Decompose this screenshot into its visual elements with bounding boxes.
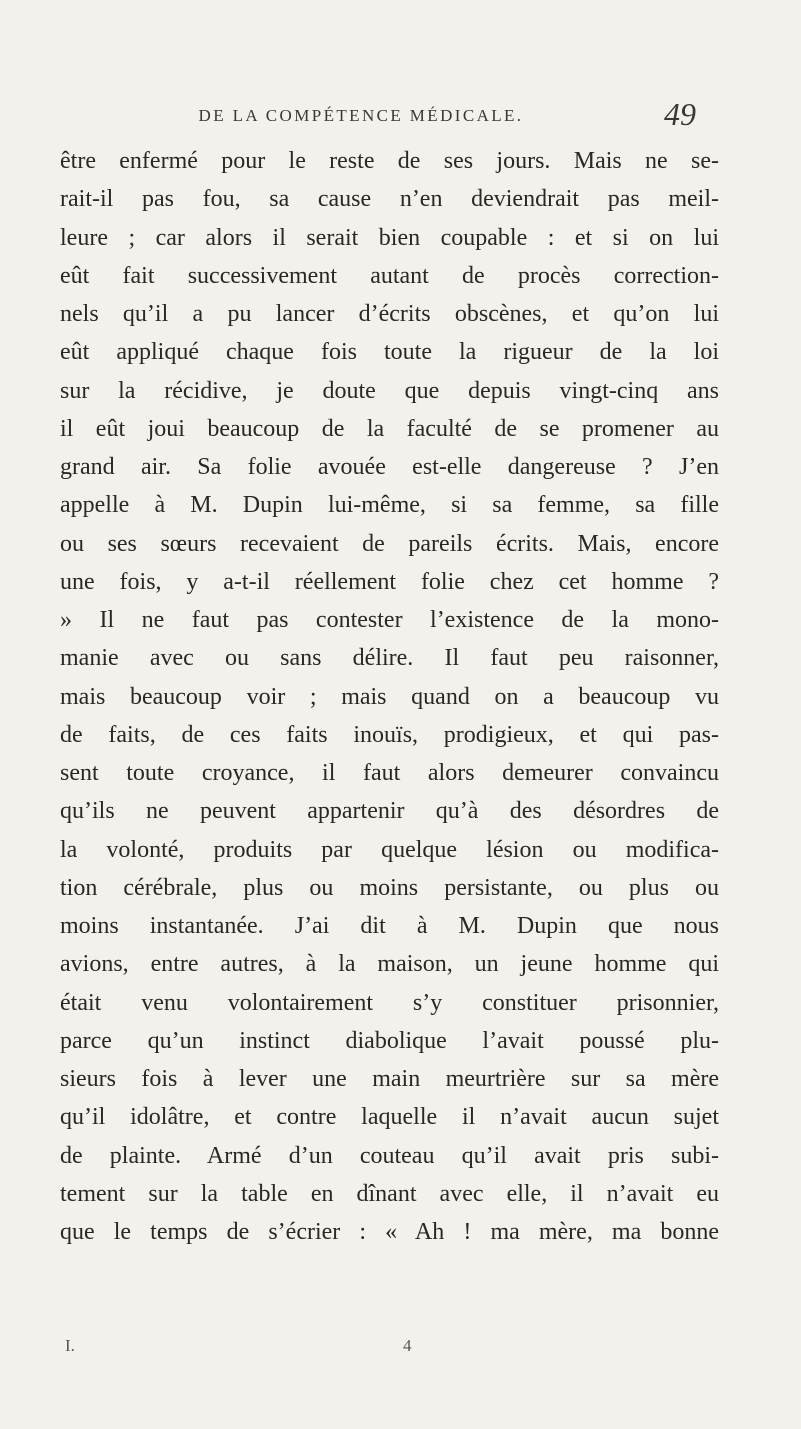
text-line: rait-il pas fou, sa cause n’en deviendrait pas meil- (60, 186, 719, 213)
text-line: parce qu’un instinct diabolique l’avait poussé plu- (60, 1027, 719, 1054)
text-line: être enfermé pour le reste de ses jours. Mais ne se- (60, 148, 719, 174)
volume-signature: I. (65, 1336, 75, 1355)
text-line: grand air. Sa folie avouée est-elle dangereuse ? J’en (60, 454, 719, 480)
text-line: sent toute croyance, il faut alors demeurer convaincu (60, 760, 719, 786)
text-line: qu’il idolâtre, et contre laquelle il n’avait aucun sujet (60, 1104, 719, 1131)
text-line: il eût joui beaucoup de la faculté de se promener au (60, 415, 719, 442)
text-line: eût appliqué chaque fois toute la rigueur de la loi (60, 339, 719, 366)
text-line: ou ses sœurs recevaient de pareils écrits. Mais, encore (60, 530, 719, 557)
text-line: eût fait successivement autant de procès correction- (60, 262, 719, 289)
text-line: sieurs fois à lever une main meurtrière sur sa mère (60, 1066, 719, 1092)
text-line: appelle à M. Dupin lui-même, si sa femme, sa fille (60, 492, 719, 519)
text-line: tement sur la table en dînant avec elle, il n’avait eu (60, 1180, 719, 1207)
text-line: la volonté, produits par quelque lésion ou modifica- (60, 836, 719, 863)
text-line: avions, entre autres, à la maison, un jeune homme qui (60, 951, 719, 978)
text-line: sur la récidive, je doute que depuis vingt-cinq ans (60, 377, 719, 404)
text-line: manie avec ou sans délire. Il faut peu raisonner, (60, 645, 719, 672)
text-line: leure ; car alors il serait bien coupable : et si on lui (60, 224, 719, 251)
text-line: était venu volontairement s’y constituer prisonnier, (60, 989, 719, 1016)
text-line: une fois, y a-t-il réellement folie chez cet homme ? (60, 568, 719, 595)
printer-signature (60, 1336, 719, 1366)
text-line: qu’ils ne peuvent appartenir qu’à des désordres de (60, 798, 719, 825)
text-line: tion cérébrale, plus ou moins persistante, ou plus ou (60, 874, 719, 901)
text-line: » Il ne faut pas contester l’existence de la mono- (60, 607, 719, 633)
text-line: de faits, de ces faits inouïs, prodigieux, et qui pas- (60, 721, 719, 748)
text-line: moins instantanée. J’ai dit à M. Dupin que nous (60, 913, 719, 939)
text-line: nels qu’il a pu lancer d’écrits obscènes, et qu’on lui (60, 301, 719, 327)
text-line: mais beaucoup voir ; mais quand on a beaucoup vu (60, 683, 719, 710)
running-head (106, 96, 696, 144)
sheet-signature: 4 (403, 1336, 412, 1355)
page-number: 49 (664, 96, 696, 132)
body-text (60, 142, 719, 1251)
text-line: que le temps de s’écrier : « Ah ! ma mère, ma bonne (60, 1219, 719, 1245)
running-title: DE LA COMPÉTENCE MÉDICALE. (198, 106, 524, 125)
text-line: de plainte. Armé d’un couteau qu’il avait pris subi- (60, 1142, 719, 1169)
